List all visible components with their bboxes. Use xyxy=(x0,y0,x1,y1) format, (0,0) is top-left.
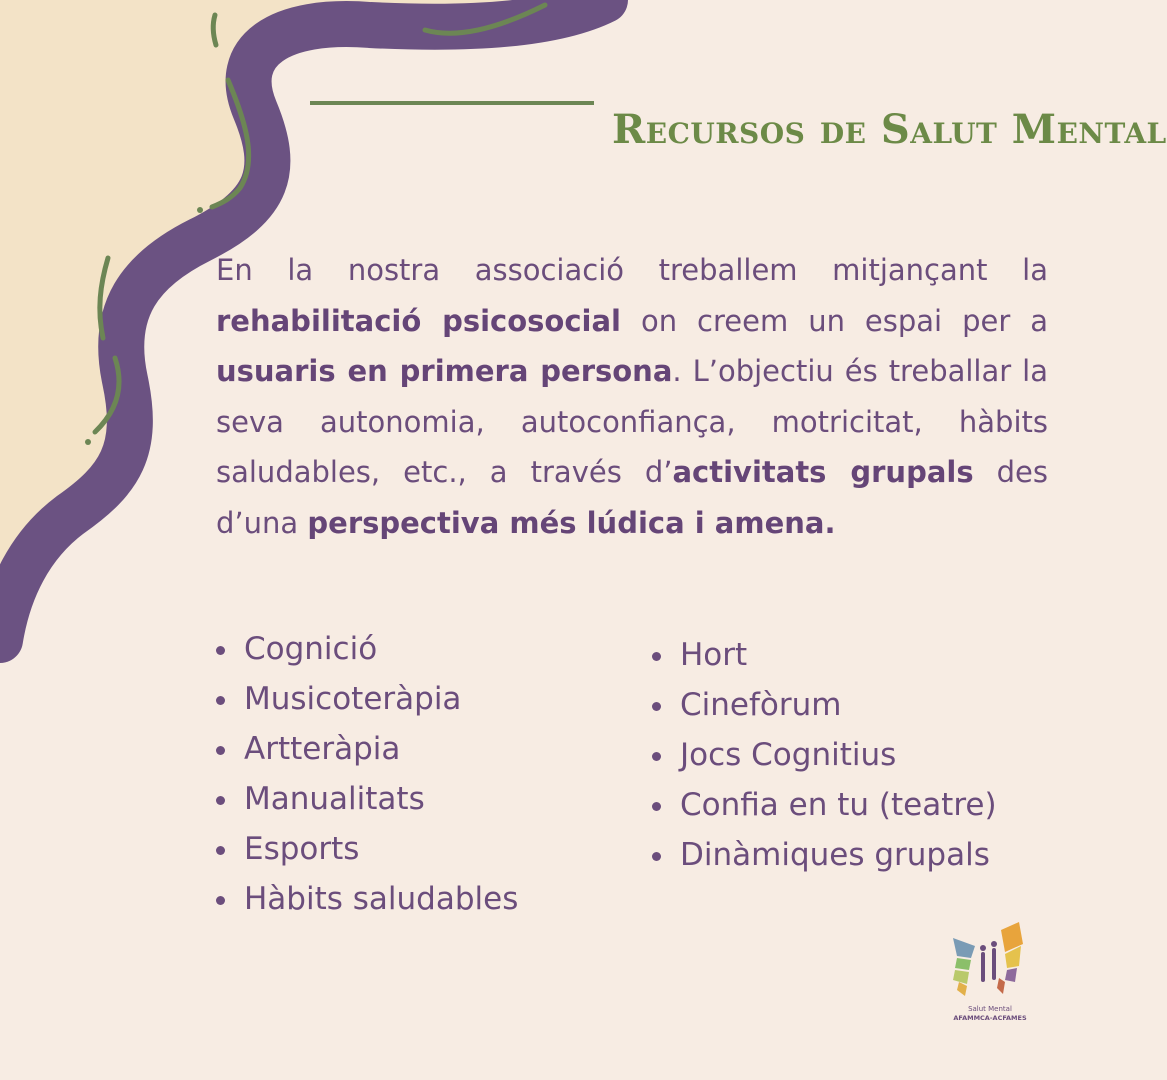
intro-text-3: . L’objectiu és treballar la seva autonomia, autoconfiança, motricitat, hàbits saludables, etc., a través d’ xyxy=(216,354,1048,489)
list-item: Artteràpia xyxy=(216,724,518,774)
logo-text: Salut Mental xyxy=(968,1005,1012,1013)
intro-text-2: on creem un espai per a xyxy=(621,303,1048,338)
intro-bold-1: rehabilitació psicosocial xyxy=(216,303,621,338)
green-dot-lower xyxy=(85,439,91,445)
list-item: Musicoteràpia xyxy=(216,674,518,724)
intro-text-1: En la nostra associació treballem mitjançant la xyxy=(216,253,1048,287)
intro-bold-2: usuaris en primera persona xyxy=(216,354,673,388)
logo-org-name: AFAMMCA-ACFAMES xyxy=(953,1014,1027,1022)
list-item: Hort xyxy=(652,630,997,680)
list-item: Esports xyxy=(216,824,518,874)
logo xyxy=(945,918,1035,1028)
intro-bold-4: perspectiva més lúdica i amena. xyxy=(307,505,836,540)
activities-list-right xyxy=(652,630,997,880)
page-title: Recursos de Salut Mental xyxy=(612,105,1167,153)
list-item: Jocs Cognitius xyxy=(652,730,997,780)
intro-paragraph xyxy=(216,245,1048,548)
list-item: Hàbits saludables xyxy=(216,874,518,924)
title-underline xyxy=(310,101,594,105)
green-dot xyxy=(197,207,203,213)
activities-list-left xyxy=(216,624,518,924)
intro-bold-3: activitats grupals xyxy=(672,455,974,489)
list-item: Cognició xyxy=(216,624,518,674)
list-item: Dinàmiques grupals xyxy=(652,830,997,880)
intro-text-4: des d’una xyxy=(216,455,1049,540)
list-item: Manualitats xyxy=(216,774,518,824)
butterfly-logo-icon xyxy=(945,918,1035,1003)
list-item: Confia en tu (teatre) xyxy=(652,780,997,830)
list-item: Cinefòrum xyxy=(652,680,997,730)
green-accent-top-left xyxy=(213,15,216,45)
